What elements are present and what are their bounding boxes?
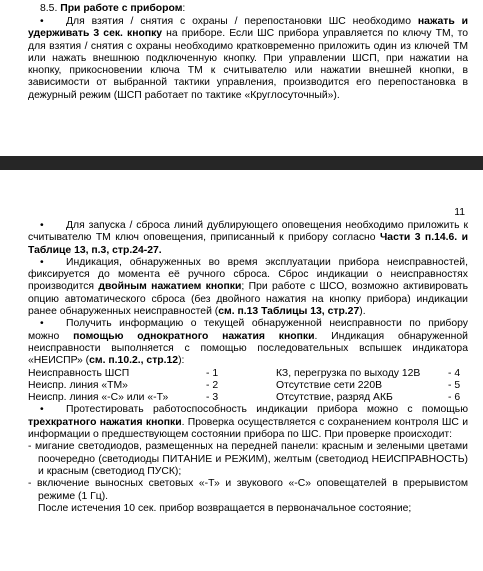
top-text-block	[28, 16, 468, 102]
paragraph-button-control: • Для взятия / снятия с охраны / перепостановки ШС необходимо нажать и удерживать 3 сек. кнопку на приборе. Если ШС прибора управляется по ключу ТМ, то для взятия / снятия с охраны необходимо кратковременно приложить один из ключей ТМ или нажать внешнюю подключенную кнопку. При управлении ШСП, при нажатии на кнопку, прикосновении ключа ТМ к считывателю или нажатии внешней кнопки, в зависимости от выбранной тактики управления, производится его перепостановка в дежурный режим (ШСП работает по тактике «Круглосуточный»).	[28, 16, 469, 101]
fault-code: - 6	[448, 392, 461, 404]
fault-label: Отсутствие, разряд АКБ	[276, 392, 393, 404]
list-item: - мигание светодиодов, размещенных на передней панели: красным и зелеными цветами поочередно (светодиоды ПИТАНИЕ и РЕЖИМ), желтым (светодиод НЕИСПРАВНОСТЬ) и красным (светодиод ПУСК);	[28, 441, 468, 477]
page-separator	[0, 156, 483, 170]
bullet-icon: •	[40, 404, 44, 416]
section-heading: 8.5. При работе с прибором:	[40, 3, 186, 14]
fault-code: - 2	[206, 379, 219, 391]
list-item: - включение выносных световых «-Т» и звукового «-С» оповещателей в прерывистом режиме (1 Гц).	[28, 478, 468, 502]
final-line: После истечения 10 сек. прибор возвращается в первоначальное состояние;	[38, 502, 412, 514]
fault-code: - 5	[448, 379, 461, 391]
fault-label: Отсутствие сети 220В	[276, 379, 383, 391]
table-row	[28, 380, 468, 392]
page-number: 11	[454, 207, 465, 218]
bullet-icon: •	[40, 220, 44, 231]
fault-label: Неиспр. линия «-С» или «-Т»	[28, 392, 169, 404]
document-page-top	[0, 0, 483, 156]
fault-code: - 3	[206, 392, 219, 404]
bullet-icon: •	[40, 256, 44, 268]
section-number: 8.5.	[40, 3, 58, 14]
fault-code-table	[28, 368, 468, 405]
bullet-icon: •	[40, 318, 44, 330]
fault-label: Неисправность ШСП	[28, 367, 130, 379]
fault-label: КЗ, перегрузка по выходу 12В	[276, 367, 421, 379]
table-row	[28, 368, 468, 380]
fault-label: Неиспр. линия «ТМ»	[28, 379, 128, 391]
section-title: При работе с прибором	[60, 3, 183, 14]
bullet-icon: •	[40, 16, 44, 27]
paragraph-fault-info: • Получить информацию о текущей обнаруженной неисправности по прибору можно помощью однократного нажатия кнопки. Индикация обнаруженной неисправности выполняется с помощью последовательных вспышек индикатора «НЕИСПР» (см. п.10.2., стр.12):	[28, 318, 468, 367]
paragraph-notification-reset: • Для запуска / сброса линий дублирующего оповещения необходимо приложить к считывателю ТМ ключ оповещения, приписанный к прибору согласно Части 3 п.14.6. и Таблице 13, п.3, стр.24-27.	[28, 220, 469, 256]
paragraph-indication-test: • Протестировать работоспособность индикации прибора можно с помощью трехкратного нажатия кнопки. Проверка осуществляется с сохранением контроля ШС и информации о предшествующем состоянии прибора по ШС. При проверке происходит:	[28, 404, 469, 441]
document-page-bottom	[0, 170, 483, 571]
fault-code: - 1	[206, 367, 219, 379]
fault-code: - 4	[448, 367, 461, 379]
table-row	[28, 392, 468, 404]
bottom-text-block	[28, 220, 468, 515]
paragraph-fault-indication: • Индикация, обнаруженных во время эксплуатации прибора неисправностей, фиксируется до момента её ручного сброса. Сброс индикации о неисправностях производится двойным нажатием кнопки; При работе с ШСО, возможно активировать опцию автоматического сброса (без двойного нажатия на кнопку прибора) индикации ранее обнаруженных неисправностей (см. п.13 Таблицы 13, стр.27).	[28, 256, 468, 318]
